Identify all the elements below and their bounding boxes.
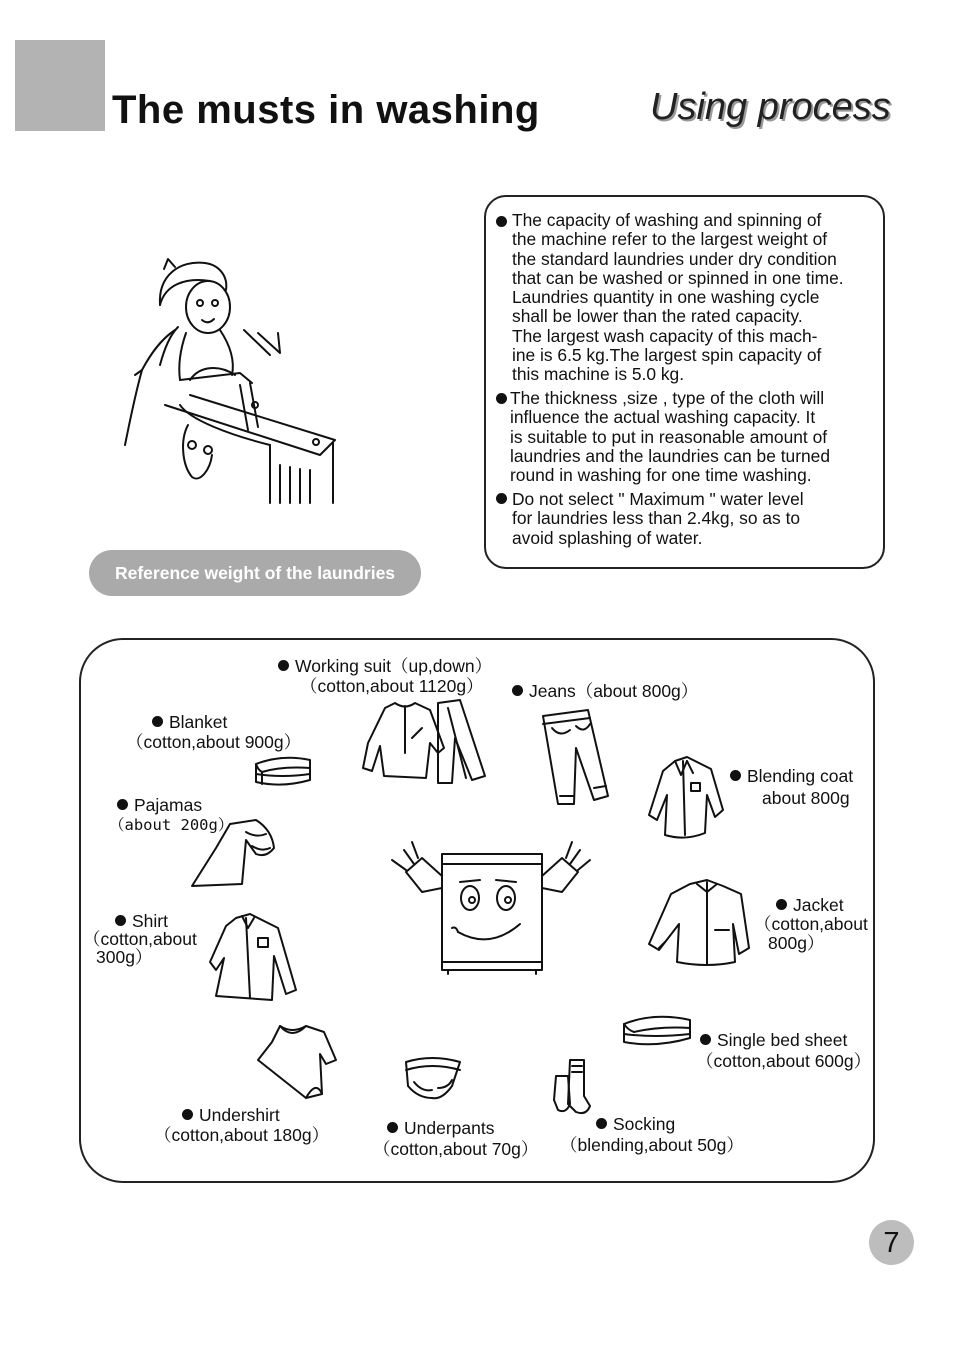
reference-weight-label: Reference weight of the laundries	[89, 550, 421, 596]
socks-illustration	[550, 1056, 598, 1120]
label-single-bed-sheet: Single bed sheet （cotton,about 600g）	[696, 1030, 872, 1071]
label-jacket: Jacket （cotton,about 800g）	[754, 895, 868, 953]
pajamas-illustration	[186, 818, 278, 890]
working-suit-illustration	[360, 698, 488, 786]
note-thickness: The thickness ,size , type of the cloth will influence the actual washing capacity. It is suitable to put in reasonable amount of laundries and the laundries can be turned round in washing for one time washing.	[510, 388, 831, 486]
bullet-dot	[700, 1034, 711, 1045]
bullet-dot	[730, 770, 741, 781]
bullet-dot	[115, 915, 126, 926]
bullet-dot	[152, 716, 163, 727]
header-gray-block	[15, 40, 105, 131]
note-capacity: The capacity of washing and spinning of the machine refer to the largest weight of the standard laundries under dry condition that can be washed or spinned in one time. Laundries quantity in one washing cycle shall be lower than the rated capacity. The largest wash capacity of this mach- ine is 6.5 kg.The largest spin capacity of this machine is 5.0 kg.	[512, 210, 844, 385]
label-pajamas: Pajamas （about 200g）	[109, 795, 234, 834]
capacity-notes-box	[484, 195, 885, 569]
undershirt-illustration	[254, 1020, 340, 1102]
note-water-level: Do not select " Maximum " water level for laundries less than 2.4kg, so as to avoid splashing of water.	[512, 489, 804, 548]
bullet-dot	[117, 799, 128, 810]
bullet-dot	[776, 899, 787, 910]
bullet-dot	[278, 660, 289, 671]
bullet-dot	[496, 216, 507, 227]
label-jeans: Jeans（about 800g）	[512, 681, 698, 701]
jacket-illustration	[645, 878, 753, 970]
label-shirt: Shirt （cotton,about 300g）	[83, 911, 197, 967]
shirt-illustration	[206, 910, 302, 1006]
underpants-illustration	[402, 1052, 464, 1104]
label-blanket: Blanket （cotton,about 900g）	[126, 712, 302, 752]
label-blending-coat: Blending coat about 800g	[730, 766, 853, 808]
page-title: The musts in washing	[112, 88, 540, 132]
bullet-dot	[182, 1109, 193, 1120]
section-title: Using process	[650, 86, 891, 128]
bullet-dot	[496, 393, 507, 404]
bullet-dot	[387, 1122, 398, 1133]
label-underpants: Underpants （cotton,about 70g）	[373, 1118, 539, 1159]
blanket-illustration	[252, 752, 314, 790]
jeans-illustration	[540, 708, 612, 806]
label-undershirt: Undershirt （cotton,about 180g）	[154, 1105, 330, 1145]
bullet-dot	[496, 493, 507, 504]
blending-coat-illustration	[645, 755, 727, 843]
page-number: 7	[869, 1220, 914, 1265]
label-working-suit: Working suit（up,down） （cotton,about 1120g）	[278, 656, 492, 696]
woman-loading-washer-illustration	[120, 255, 340, 510]
label-socking: Socking （blending,about 50g）	[560, 1114, 744, 1155]
washing-machine-mascot-illustration	[386, 836, 592, 976]
single-bed-sheet-illustration	[620, 1010, 694, 1052]
bullet-dot	[512, 685, 523, 696]
